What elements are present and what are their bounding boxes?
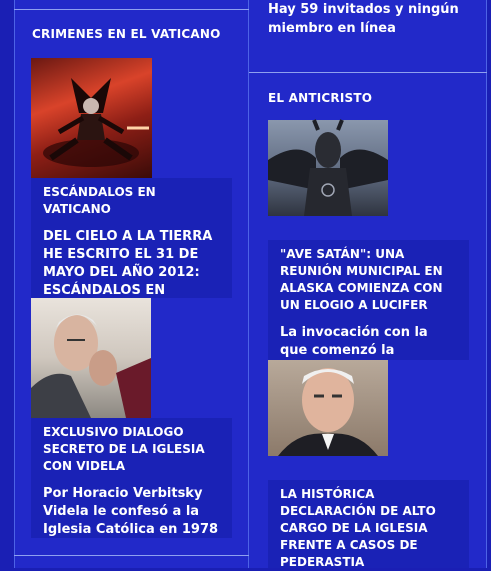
article-card-escandalos[interactable]	[31, 178, 232, 298]
article-card-videla[interactable]	[31, 418, 232, 538]
module-title-anticristo: EL ANTICRISTO	[268, 91, 373, 105]
article-intro: Por Horacio Verbitsky Videla le confesó a la Iglesia Católica en 1978	[43, 486, 219, 537]
top-divider-left	[14, 9, 249, 10]
article-intro: DEL CIELO A LA TIERRA HE ESCRITO EL 31 DE MAYO DEL AÑO 2012: ESCÁNDALOS EN	[43, 229, 213, 298]
demon-figure-illustration	[31, 58, 152, 178]
man-portrait-illustration	[31, 298, 151, 418]
online-users-text: Hay 59 invitados y ningún miembro en línea	[268, 2, 459, 36]
article-title[interactable]: "AVE SATÁN": UNA REUNIÓN MUNICIPAL EN ALASKA COMIENZA CON UN ELOGIO A LUCIFER	[280, 247, 443, 312]
module-title-crimenes: CRIMENES EN EL VATICANO	[32, 27, 221, 41]
article-card-pederastia[interactable]	[268, 480, 469, 568]
article-intro: La invocación con la que comenzó la	[280, 325, 428, 358]
article-title[interactable]: EXCLUSIVO DIALOGO SECRETO DE LA IGLESIA CON VIDELA	[43, 425, 205, 473]
bottom-divider-left	[14, 555, 249, 556]
article-title[interactable]: LA HISTÓRICA DECLARACIÓN DE ALTO CARGO DE LA IGLESIA FRENTE A CASOS DE PEDERASTIA	[280, 487, 436, 569]
article-image-statue[interactable]	[268, 120, 388, 216]
article-title[interactable]: ESCÁNDALOS EN VATICANO	[43, 185, 156, 216]
article-image-demon[interactable]	[31, 58, 152, 178]
article-image-cardinal[interactable]	[268, 360, 388, 456]
article-image-videla[interactable]	[31, 298, 151, 418]
statue-illustration	[268, 120, 388, 216]
top-divider-right	[249, 72, 487, 73]
article-card-ave-satan[interactable]	[268, 240, 469, 360]
cardinal-portrait-illustration	[268, 360, 388, 456]
